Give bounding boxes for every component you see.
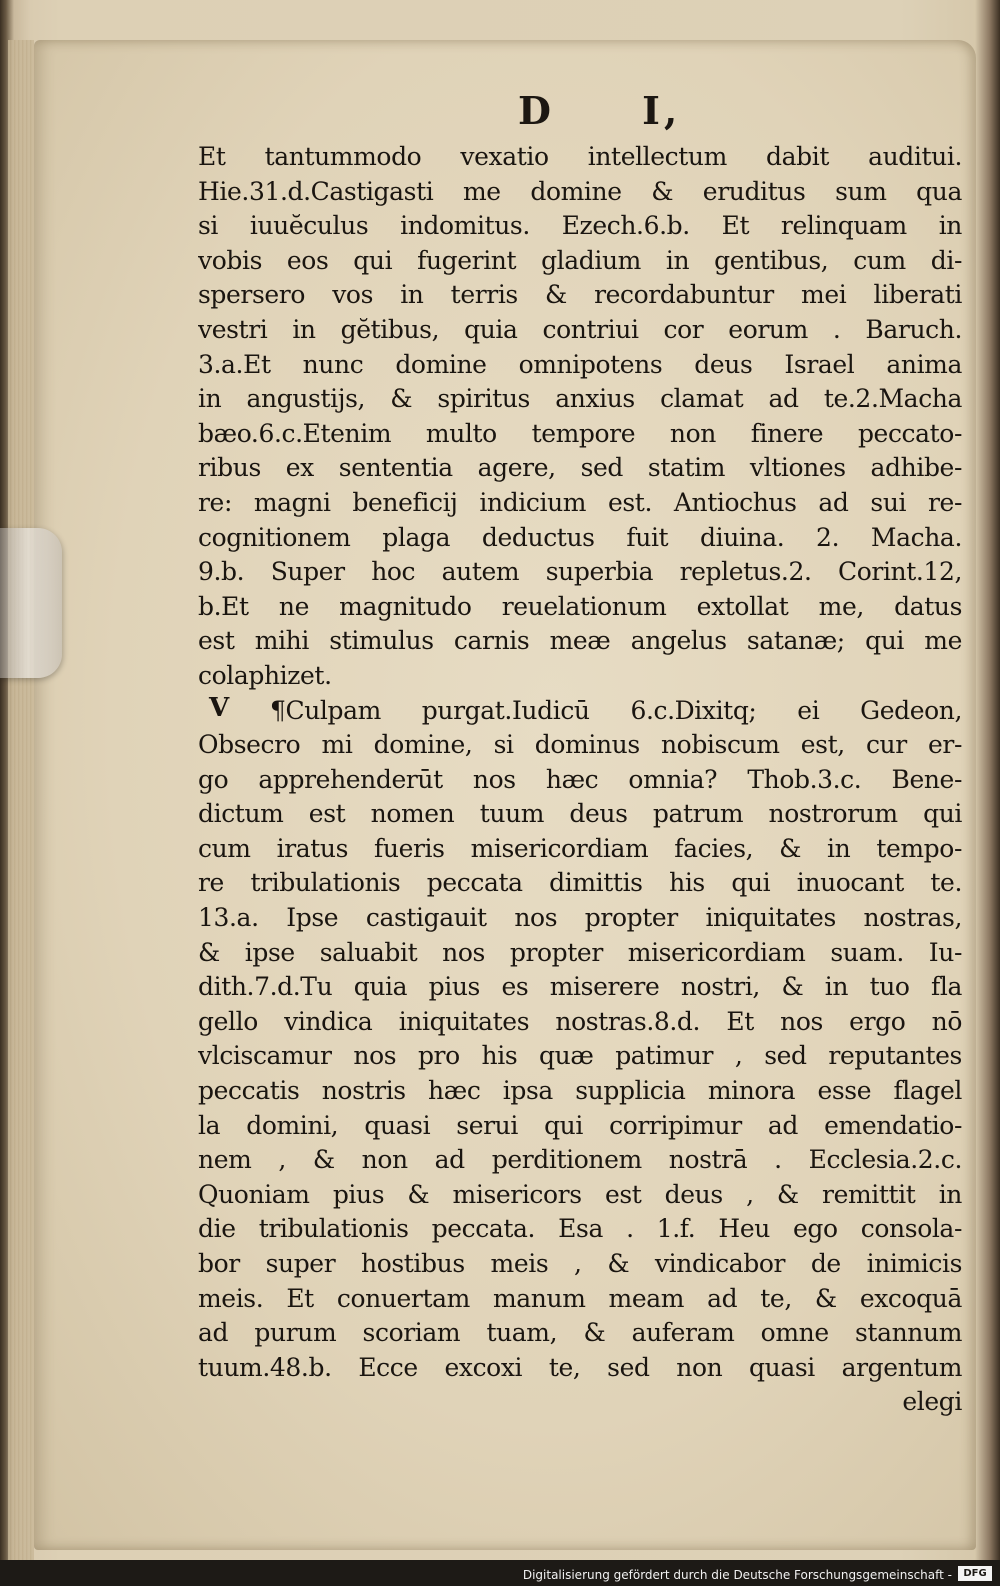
text-line: si iuuĕculus indomitus. Ezech.6.b. Et relinquam in [198,211,962,241]
text-line: ¶Culpam purgat.Iudicū 6.c.Dixitq; ei Gedeon, [270,695,962,725]
text-line: & ipse saluabit nos propter misericordiam suam. Iu- [198,937,962,967]
text-line: colaphizet. [198,660,332,690]
text-line: meis. Et conuertam manum meam ad te, & excoquā [198,1283,962,1313]
text-line: dictum est nomen tuum deus patrum nostrorum qui [198,799,962,829]
page-edges [8,40,34,1560]
text-line: est mihi stimulus carnis meæ angelus satanæ; qui me [198,626,962,656]
dfg-logo-icon: DFG [958,1566,992,1581]
text-line: Hie.31.d.Castigasti me domine & eruditus sum qua [198,176,962,206]
text-line: tuum.48.b. Ecce excoxi te, sed non quasi argentum [198,1352,962,1382]
text-line: bor super hostibus meis , & vindicabor de inimicis [198,1249,962,1278]
text-line: dith.7.d.Tu quia pius es miserere nostri, & in tuo fla [198,972,962,1002]
paragraph-marker: V [209,693,230,723]
text-line: in angustijs, & spiritus anxius clamat ad te.2.Macha [198,384,962,414]
text-line: Obsecro mi domine, si dominus nobiscum est, cur er- [198,730,962,760]
catchword: elegi [902,1387,962,1417]
funding-credit: Digitalisierung gefördert durch die Deutsche Forschungsgemeinschaft - [522,1568,952,1582]
text-line: 13.a. Ipse castigauit nos propter iniquitates nostras, [198,903,962,933]
text-line: vestri in gĕtibus, quia contriui cor eorum . Baruch. [198,314,962,344]
text-line: 3.a.Et nunc domine omnipotens deus Israel anima [198,349,962,379]
text-line: re tribulationis peccata dimittis his qui inuocant te. [198,868,962,898]
text-line: nem , & non ad perditionem nostrā . Ecclesia.2.c. [198,1145,962,1175]
text-block [198,140,962,1420]
text-line: Quoniam pius & misericors est deus , & remittit in [198,1179,962,1209]
text-line: ad purum scoriam tuam, & auferam omne stannum [198,1318,962,1348]
text-line: vobis eos qui fugerint gladium in gentibus, cum di- [198,245,962,275]
text-line: la domini, quasi serui qui corripimur ad emendatio- [198,1110,962,1140]
text-line: bæo.6.c.Etenim multo tempore non finere peccato- [198,418,962,448]
text-line: re: magni beneficij indicium est. Antiochus ad sui re- [198,487,962,517]
page-header: D I, [518,88,682,133]
text-line: ribus ex sententia agere, sed statim vltiones adhibe- [198,453,962,483]
text-line: gello vindica iniquitates nostras.8.d. Et nos ergo nō [198,1006,962,1036]
text-line: die tribulationis peccata. Esa . 1.f. Heu ego consola- [198,1214,962,1244]
text-line: spersero vos in terris & recordabuntur mei liberati [198,280,962,310]
text-line: Et tantummodo vexatio intellectum dabit auditui. [198,142,962,171]
text-line: cognitionem plaga deductus fuit diuina. 2. Macha. [198,522,962,552]
text-line: peccatis nostris hæc ipsa supplicia minora esse flagel [198,1076,962,1106]
text-line: vlciscamur nos pro his quæ patimur , sed reputantes [198,1041,962,1071]
text-line: b.Et ne magnitudo reuelationum extollat me, datus [198,591,962,621]
footer-bar [0,1560,1000,1586]
text-line: cum iratus fueris misericordiam facies, & in tempo- [198,833,962,863]
page-clip [0,528,62,678]
text-line: go apprehenderūt nos hæc omnia? Thob.3.c. Bene- [198,764,962,794]
text-line: 9.b. Super hoc autem superbia repletus.2. Corint.12, [198,557,962,587]
